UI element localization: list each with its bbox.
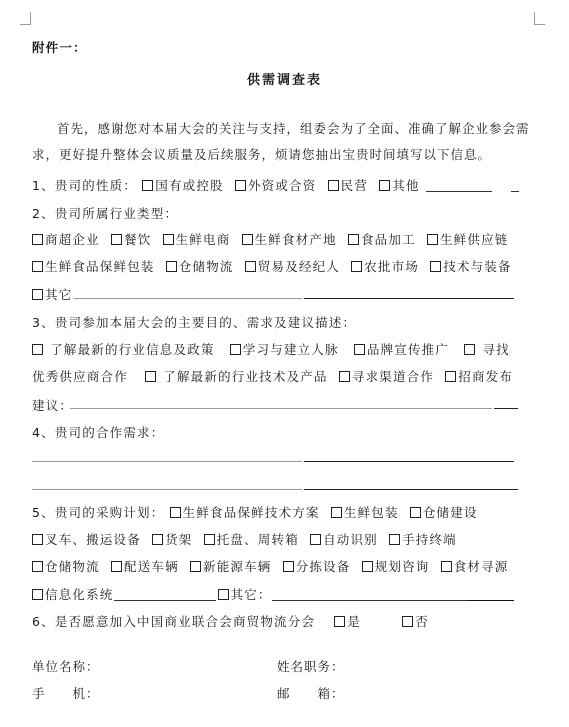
q6-option-no[interactable]: 否 [402,612,429,630]
q2-option-wholesale[interactable]: 农批市场 [351,257,419,275]
checkbox[interactable] [145,371,156,382]
q2-option-other[interactable]: 其它 [32,285,72,303]
page-corner-mark [20,12,31,25]
q2-other-field[interactable] [74,298,302,299]
q2-label: 2、贵司所属行业类型： [32,206,179,221]
q3-row1 [32,340,510,358]
q3-label: 3、贵司参加本届大会的主要目的、需求及建议描述： [32,315,357,330]
q2-option-packaging[interactable]: 生鲜食品保鲜包装 [32,257,155,275]
checkbox[interactable] [389,534,400,545]
company-name-label: 单位名称： [32,659,100,674]
checkbox[interactable] [362,561,373,572]
q1-other-field[interactable] [426,179,492,192]
q1-option-foreign[interactable]: 外资或合资 [235,176,317,194]
q2-other-row [32,285,78,303]
q3-option-find[interactable]: 寻找 [464,340,510,358]
q4-answer-line-1[interactable] [32,461,302,462]
q2-row1 [32,230,515,248]
checkbox[interactable] [331,507,342,518]
checkbox[interactable] [445,371,456,382]
q2-option-fresh-ecommerce[interactable]: 生鲜电商 [163,230,231,248]
q5-option-sorting[interactable]: 分拣设备 [283,557,351,575]
q5-option-pallet[interactable]: 托盘、周转箱 [204,530,299,548]
q1-label: 1、贵司的性质： [32,178,138,193]
q3-option-networking[interactable]: 学习与建立人脉 [230,340,339,358]
q5-option-ev[interactable]: 新能源车辆 [190,557,272,575]
checkbox[interactable] [351,261,362,272]
q5-other-field-end [468,588,514,601]
checkbox[interactable] [339,371,350,382]
checkbox[interactable] [464,344,475,355]
q5-option-other[interactable]: 其它： [218,585,272,603]
checkbox[interactable] [32,289,43,300]
checkbox[interactable] [32,344,43,355]
q5-option-handheld[interactable]: 手持终端 [389,530,457,548]
q3-option-technology[interactable]: 了解最新的行业技术及产品 [145,367,328,385]
q2-other-field-ext [304,298,514,299]
q1-row [32,176,519,194]
q1-option-private[interactable]: 民营 [328,176,368,194]
checkbox[interactable] [218,589,229,600]
checkbox[interactable] [427,234,438,245]
q5-option-sourcing[interactable]: 食材寻源 [441,557,509,575]
name-title-label: 姓名职务： [277,659,345,674]
q5-option-logistics[interactable]: 仓储物流 [32,557,100,575]
q5-option-delivery-vehicle[interactable]: 配送车辆 [111,557,179,575]
q2-option-supply-chain[interactable]: 生鲜供应链 [427,230,509,248]
q3-option-policy[interactable]: 了解最新的行业信息及政策 [32,340,215,358]
q5-option-it-system[interactable]: 信息化系统 [32,585,114,603]
checkbox[interactable] [170,507,181,518]
q5-row3 [32,557,515,575]
page-corner-mark [534,12,545,25]
q3-suggest-field[interactable] [70,408,492,409]
q6-label: 6、是否愿意加入中国商业联合会商贸物流分会 [32,614,316,629]
checkbox[interactable] [410,507,421,518]
checkbox[interactable] [328,180,339,191]
q4-label: 4、贵司的合作需求： [32,425,165,440]
q5-row4 [32,585,514,603]
q5-option-warehouse-build[interactable]: 仓储建设 [410,503,478,521]
checkbox[interactable] [204,534,215,545]
checkbox[interactable] [230,344,241,355]
intro-paragraph: 首先，感谢您对本届大会的关注与支持，组委会为了全面、准确了解企业参会需求，更好提升整体会议质量及后续服务，烦请您抽出宝贵时间填写以下信息。 [32,121,530,162]
checkbox[interactable] [430,261,441,272]
q2-option-origin[interactable]: 生鲜食材产地 [242,230,337,248]
q2-option-trade[interactable]: 贸易及经纪人 [245,257,340,275]
q5-row1 [32,503,484,521]
form-title: 供需调查表 [246,73,322,88]
attachment-label: 附件一： [32,40,87,55]
q5-option-preservation[interactable]: 生鲜食品保鲜技术方案 [170,503,320,521]
checkbox[interactable] [32,561,43,572]
q2-option-food-processing[interactable]: 食品加工 [348,230,416,248]
q3-suggest-field-end [494,408,518,409]
checkbox[interactable] [235,180,246,191]
checkbox[interactable] [111,234,122,245]
q5-option-packaging[interactable]: 生鲜包装 [331,503,399,521]
q6-row [32,612,435,630]
q4-answer-line-2[interactable] [32,489,302,490]
q5-option-auto-id[interactable]: 自动识别 [310,530,378,548]
checkbox[interactable] [348,234,359,245]
q4-answer-line-1-ext [304,461,514,462]
q1-option-other[interactable]: 其他 [379,176,419,194]
q3-option-investment[interactable]: 招商发布 [445,367,513,385]
q6-option-yes[interactable]: 是 [334,612,361,630]
q4-answer-line-2-ext [304,489,518,490]
q5-row2 [32,530,463,548]
checkbox[interactable] [441,561,452,572]
checkbox[interactable] [190,561,201,572]
checkbox[interactable] [32,234,43,245]
checkbox[interactable] [142,180,153,191]
q2-row2 [32,257,518,275]
q3-option-channel[interactable]: 寻求渠道合作 [339,367,434,385]
checkbox[interactable] [245,261,256,272]
checkbox[interactable] [111,561,122,572]
checkbox[interactable] [283,561,294,572]
q3-row2-lead: 优秀供应商合作 [32,369,128,384]
phone-label: 手 机： [32,686,100,701]
checkbox[interactable] [32,261,43,272]
q5-option-shelving[interactable]: 货架 [152,530,192,548]
checkbox[interactable] [354,344,365,355]
checkbox[interactable] [163,234,174,245]
checkbox[interactable] [242,234,253,245]
q3-option-branding[interactable]: 品牌宣传推广 [354,340,449,358]
q5-option-consulting[interactable]: 规划咨询 [362,557,430,575]
checkbox[interactable] [402,616,413,627]
q3-suggest-label: 建议： [32,398,74,413]
checkbox[interactable] [166,261,177,272]
checkbox[interactable] [32,589,43,600]
checkbox[interactable] [152,534,163,545]
q5-it-system-field[interactable] [114,588,216,601]
email-label: 邮 箱： [277,686,345,701]
checkbox[interactable] [310,534,321,545]
checkbox[interactable] [334,616,345,627]
q2-option-supermarket[interactable]: 商超企业 [32,230,100,248]
q1-option-state[interactable]: 国有或控股 [142,176,224,194]
q3-row2 [32,367,519,385]
q2-option-warehousing[interactable]: 仓储物流 [166,257,234,275]
q2-option-tech[interactable]: 技术与装备 [430,257,512,275]
q5-label: 5、贵司的采购计划： [32,505,165,520]
q1-other-field-end [511,179,519,192]
checkbox[interactable] [379,180,390,191]
checkbox[interactable] [32,534,43,545]
q5-option-forklift[interactable]: 叉车、搬运设备 [32,530,141,548]
q2-option-catering[interactable]: 餐饮 [111,230,151,248]
q5-other-field[interactable] [272,588,468,601]
